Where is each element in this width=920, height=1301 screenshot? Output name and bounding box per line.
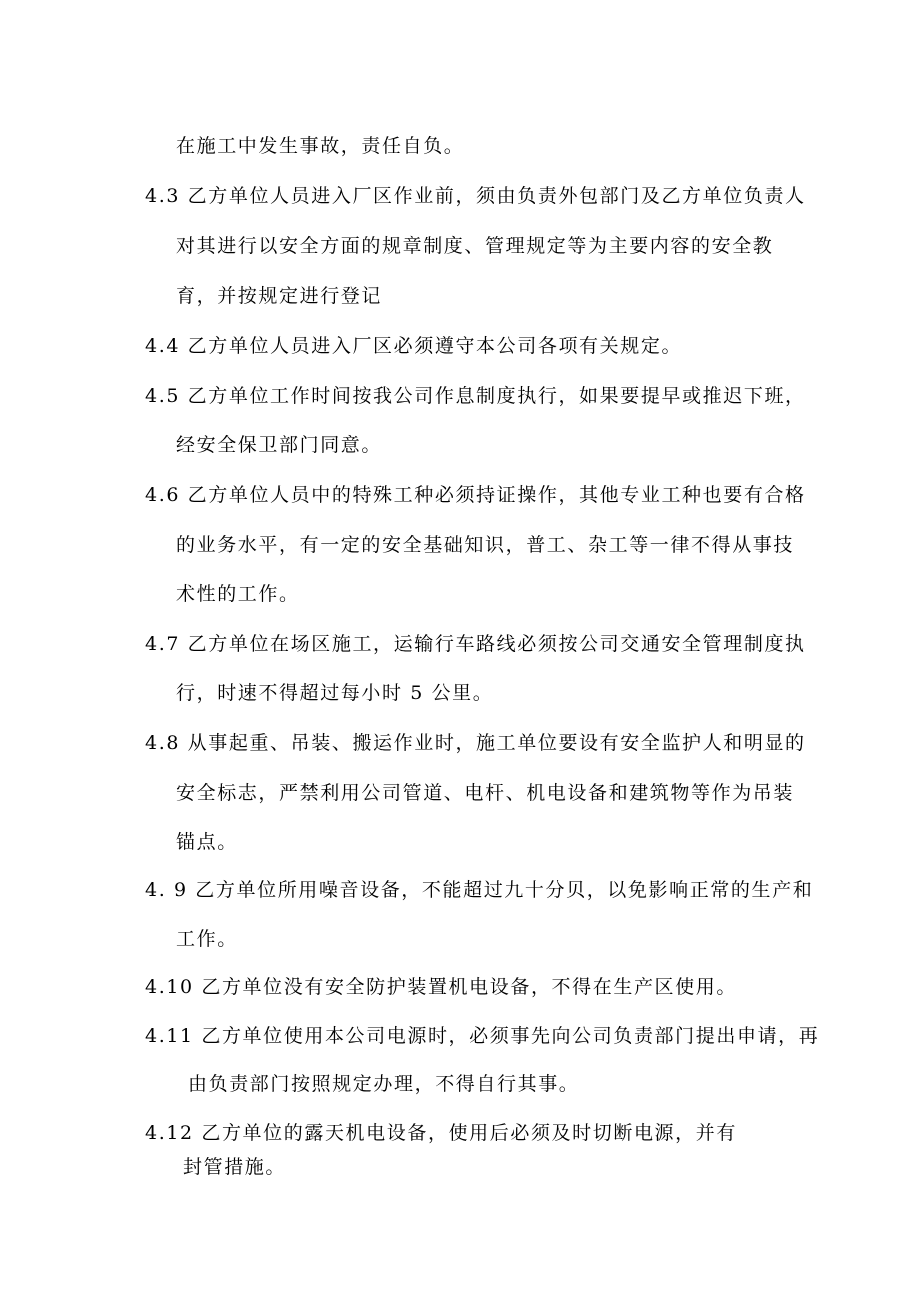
text-line-22: 封管措施。 — [183, 1156, 287, 1178]
text-line-16: 4. 9 乙方单位所用噪音设备，不能超过九十分贝，以免影响正常的生产和 — [145, 879, 814, 901]
text-line-14: 安全标志，严禁利用公司管道、电杆、机电设备和建筑物等作为吊装 — [176, 782, 795, 804]
text-line-2: 4.3 乙方单位人员进入厂区作业前，须由负责外包部门及乙方单位负责人 — [145, 185, 806, 207]
text-line-12: 行，时速不得超过每小时 5 公里。 — [176, 682, 494, 704]
text-line-20: 由负责部门按照规定办理，不得自行其事。 — [188, 1073, 580, 1095]
text-line-18: 4.10 乙方单位没有安全防护装置机电设备，不得在生产区使用。 — [145, 976, 737, 998]
text-line-19: 4.11 乙方单位使用本公司电源时，必须事先向公司负责部门提出申请，再 — [145, 1025, 820, 1047]
text-line-6: 4.5 乙方单位工作时间按我公司作息制度执行，如果要提早或推迟下班， — [145, 385, 806, 407]
text-line-15: 锚点。 — [176, 831, 238, 853]
text-line-11: 4.7 乙方单位在场区施工，运输行车路线必须按公司交通安全管理制度执 — [145, 633, 806, 655]
text-line-7: 经安全保卫部门同意。 — [176, 434, 383, 456]
text-line-17: 工作。 — [176, 928, 238, 950]
text-line-8: 4.6 乙方单位人员中的特殊工种必须持证操作，其他专业工种也要有合格 — [145, 484, 806, 506]
text-line-21: 4.12 乙方单位的露天机电设备，使用后必须及时切断电源，并有 — [145, 1122, 737, 1144]
text-line-10: 术性的工作。 — [176, 583, 300, 605]
text-line-13: 4.8 从事起重、吊装、搬运作业时，施工单位要设有安全监护人和明显的 — [145, 732, 806, 754]
text-line-3: 对其进行以安全方面的规章制度、管理规定等为主要内容的安全教 — [176, 235, 774, 257]
text-line-9: 的业务水平，有一定的安全基础知识，普工、杂工等一律不得从事技 — [176, 534, 795, 556]
text-line-1: 在施工中发生事故，责任自负。 — [176, 135, 465, 157]
text-line-5: 4.4 乙方单位人员进入厂区必须遵守本公司各项有关规定。 — [145, 335, 683, 357]
text-line-4: 育，并按规定进行登记 — [176, 285, 383, 307]
